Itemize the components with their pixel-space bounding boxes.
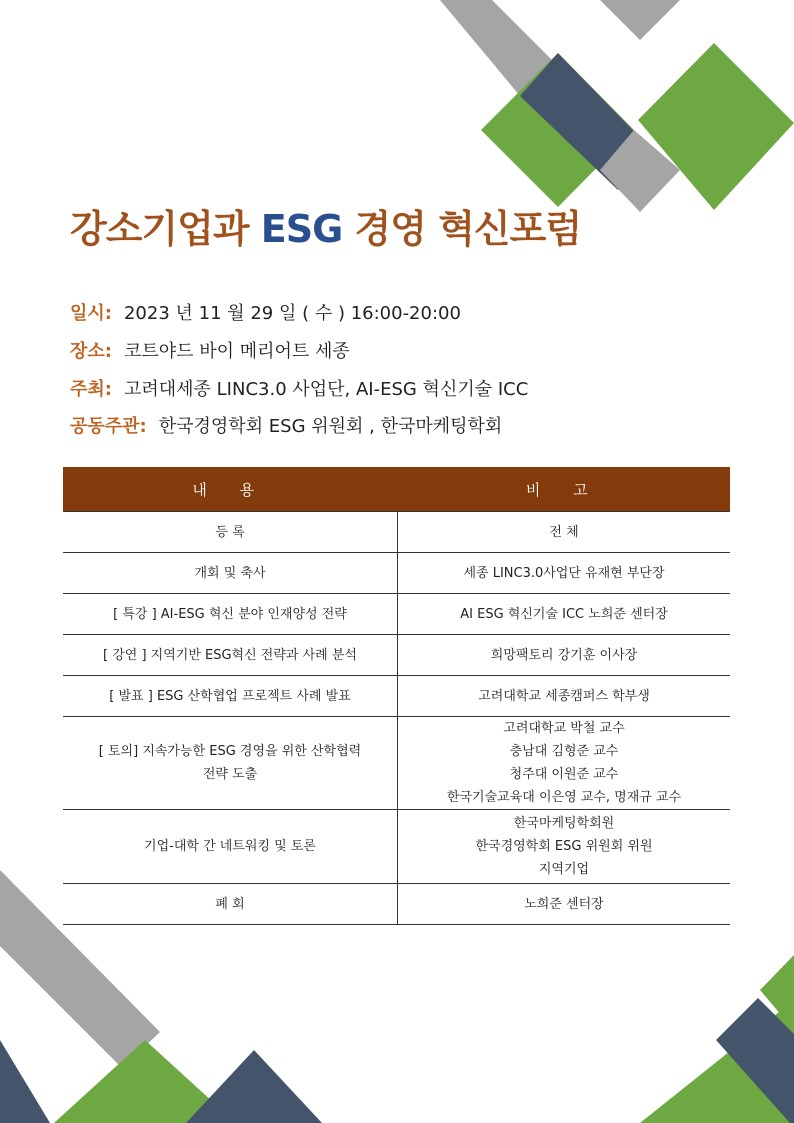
navy-triangle-bottom-mid bbox=[186, 1050, 322, 1123]
table-row bbox=[63, 635, 730, 676]
note-cell bbox=[398, 553, 731, 594]
title-part-esg: ESG bbox=[260, 207, 343, 251]
note-line: 고려대학교 박철 교수 bbox=[503, 721, 625, 736]
title-part-1: 강소기업과 bbox=[70, 207, 249, 251]
note-line: AI ESG 혁신기술 ICC 노희준 센터장 bbox=[460, 606, 668, 622]
info-date bbox=[70, 299, 461, 325]
note-line: 청주대 이원준 교수 bbox=[509, 767, 619, 782]
gray-triangle-top-right bbox=[600, 0, 680, 40]
schedule-table bbox=[63, 467, 730, 925]
content-cell bbox=[63, 594, 398, 635]
note-line: 고려대학교 세종캠퍼스 학부생 bbox=[478, 688, 650, 704]
content-line: [ 특강 ] AI-ESG 혁신 분야 인재양성 전략 bbox=[113, 606, 347, 622]
content-cell bbox=[63, 512, 398, 553]
content-line: [ 토의] 지속가능한 ESG 경영을 위한 산학협력 bbox=[98, 744, 362, 759]
note-line: 지역기업 bbox=[538, 862, 590, 877]
table-row bbox=[63, 512, 730, 553]
table-row bbox=[63, 884, 730, 925]
table-row bbox=[63, 553, 730, 594]
content-line: 전략 도출 bbox=[202, 767, 258, 782]
note-cell bbox=[398, 594, 731, 635]
place-label: 장소: bbox=[70, 341, 112, 362]
title-part-3: 경영 혁신포럼 bbox=[354, 207, 582, 251]
note-cell bbox=[398, 884, 731, 925]
content-line: [ 강연 ] 지역기반 ESG혁신 전략과 사례 분석 bbox=[103, 647, 357, 663]
date-value: 2023 년 11 월 29 일 ( 수 ) 16:00-20:00 bbox=[123, 303, 461, 324]
content-line: 등 록 bbox=[215, 524, 245, 540]
note-cell bbox=[398, 717, 731, 810]
note-line: 세종 LINC3.0사업단 유재현 부단장 bbox=[463, 565, 665, 581]
table-header-row bbox=[63, 467, 730, 512]
note-cell bbox=[398, 512, 731, 553]
header-content: 내 용 bbox=[63, 467, 398, 512]
host-value: 고려대세종 LINC3.0 사업단, AI-ESG 혁신기술 ICC bbox=[123, 379, 529, 400]
host-label: 주최: bbox=[70, 379, 112, 400]
content-cell bbox=[63, 553, 398, 594]
page-title bbox=[70, 198, 581, 253]
note-line: 충남대 김형준 교수 bbox=[509, 744, 619, 759]
info-place bbox=[70, 337, 350, 363]
cohost-value: 한국경영학회 ESG 위원회 , 한국마케팅학회 bbox=[158, 416, 503, 437]
content-line: [ 발표 ] ESG 산학협업 프로젝트 사례 발표 bbox=[109, 688, 351, 704]
note-cell bbox=[398, 810, 731, 884]
info-host bbox=[70, 375, 528, 401]
table-row bbox=[63, 676, 730, 717]
place-value: 코트야드 바이 메리어트 세종 bbox=[123, 341, 350, 362]
note-line: 희망팩토리 강기훈 이사장 bbox=[490, 647, 638, 663]
table-row bbox=[63, 810, 730, 884]
content-cell bbox=[63, 635, 398, 676]
content-cell bbox=[63, 810, 398, 884]
note-line: 한국기술교육대 이은영 교수, 명재규 교수 bbox=[446, 790, 682, 805]
note-cell bbox=[398, 635, 731, 676]
content-line: 폐 회 bbox=[215, 896, 245, 912]
content-cell bbox=[63, 884, 398, 925]
note-cell bbox=[398, 676, 731, 717]
content-cell bbox=[63, 717, 398, 810]
navy-triangle-bottom-left bbox=[0, 1040, 50, 1123]
header-note: 비 고 bbox=[398, 467, 731, 512]
note-line: 한국경영학회 ESG 위원회 위원 bbox=[475, 839, 653, 854]
content-cell bbox=[63, 676, 398, 717]
table-row bbox=[63, 717, 730, 810]
content-line: 기업-대학 간 네트워킹 및 토론 bbox=[144, 839, 316, 854]
content-line: 개회 및 축사 bbox=[194, 565, 266, 581]
table-row bbox=[63, 594, 730, 635]
note-line: 노희준 센터장 bbox=[524, 896, 604, 912]
date-label: 일시: bbox=[70, 303, 112, 324]
info-cohost bbox=[70, 412, 502, 438]
note-line: 전 체 bbox=[549, 524, 579, 540]
cohost-label: 공동주관: bbox=[70, 416, 147, 437]
note-line: 한국마케팅학회원 bbox=[513, 816, 615, 831]
